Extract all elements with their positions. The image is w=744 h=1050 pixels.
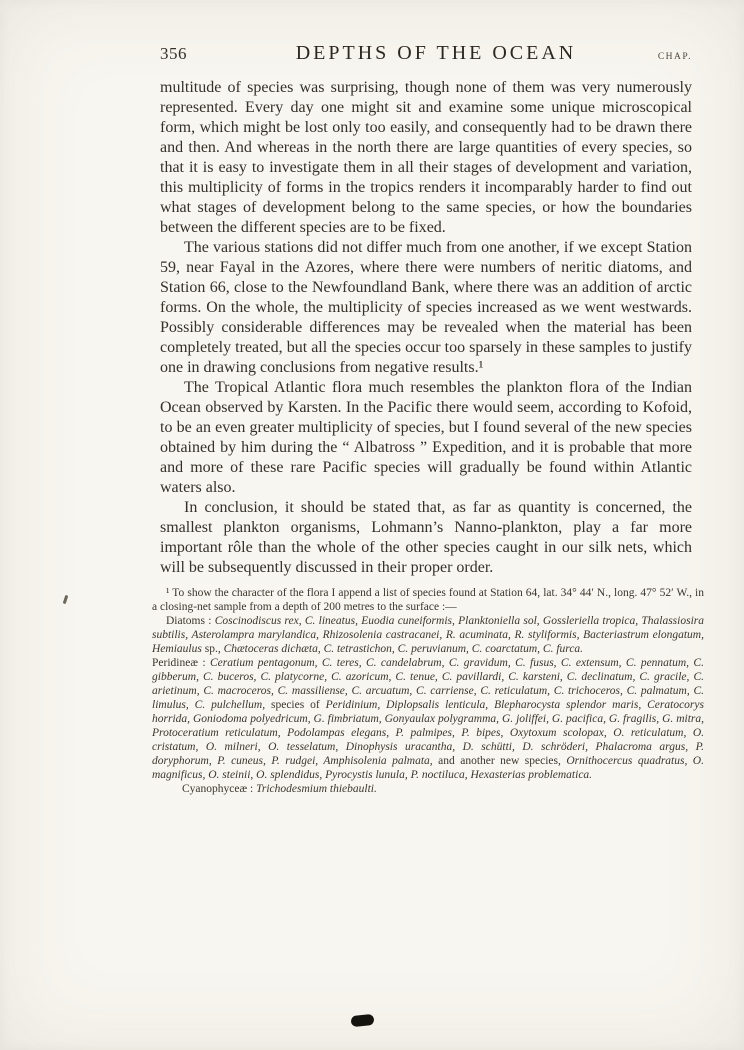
paragraph-conclusion: In conclusion, it should be stated that, as far as quantity is concerned, the smallest plankton organisms, Lohmann’s Nanno-plankton, play a far more important rôle than the whole of the other species caught in our silk nets, which will be subsequently discussed in their proper order. bbox=[160, 499, 692, 576]
paragraph-continuation: multitude of species was surprising, though none of them was very numerously represented. Every day one might sit and examine some unique microscopical form, which might be lost only too easily, and consequently had to be drawn there and then. And whereas in the north there are large quantities of every species, so that it is easy to investigate them in all their stages of development and variation, this multiplicity of forms in the tropics renders it incomparably harder to find out what stages of development belong to the same species, or how the boundaries between the different species are to be fixed. bbox=[160, 79, 692, 236]
footnote-cyanophyceae: Cyanophyceæ : Trichodesmium thiebaulti. bbox=[182, 783, 377, 795]
page-number: 356 bbox=[160, 44, 187, 63]
footnote-peridineae: Peridineæ : Ceratium pentagonum, C. teres, C. candelabrum, C. gravidum, C. fusus, C. extensum, C. pennatum, C. gibberum, C. buceros, C. platycorne, C. azoricum, C. tenue, C. pavillardi, C. karsteni, C. declinatum, C. gracile, C. arietinum, C. macroceros, C. massiliense, C. arcuatum, C. carriense, C. reticulatum, C. trichoceros, C. palmatum, C. limulus, C. pulchellum, species of Peridinium, Diplopsalis lenticula, Blepharocysta splendor maris, Ceratocorys horrida, Goniodoma polyedricum, G. fimbriatum, Gonyaulax polygramma, G. joliffei, G. pacifica, G. fragilis, G. mitra, Protoceratium reticulatum, Podolampas elegans, P. palmipes, P. bipes, Oxytoxum scolopax, O. reticulatum, O. cristatum, O. milneri, O. tesselatum, Dinophysis uracantha, D. schütti, D. schröderi, Phalacroma argus, P. doryphorum, P. cuneus, P. rudgei, Amphisolenia palmata, and another new species, Ornithocercus quadratus, O. magnificus, O. steinii, O. splendidus, Pyrocystis lunula, P. noctiluca, Hexasterias problematica. bbox=[152, 657, 704, 781]
body-text bbox=[160, 78, 692, 578]
scan-artifact bbox=[350, 1014, 374, 1027]
chapter-label: CHAP. bbox=[657, 52, 692, 62]
page-title: DEPTHS OF THE OCEAN bbox=[295, 42, 577, 64]
scan-speck bbox=[63, 595, 69, 604]
footnote bbox=[152, 586, 704, 796]
text-block bbox=[152, 42, 704, 796]
running-header bbox=[160, 42, 692, 65]
footnote-diatoms: Diatoms : Coscinodiscus rex, C. lineatus, Euodia cuneiformis, Planktoniella sol, Gossleriella tropica, Thalassiosira subtilis, Asterolampra marylandica, Rhizosolenia castracanei, R. acuminata, R. styliformis, Bacteriastrum elongatum, Hemiaulus sp., Chætoceras dichæta, C. tetrastichon, C. peruvianum, C. coarctatum, C. furca. bbox=[152, 615, 704, 655]
paragraph-tropical-atlantic: The Tropical Atlantic flora much resembles the plankton flora of the Indian Ocean observed by Karsten. In the Pacific there would seem, according to Kofoid, to be an even greater multiplicity of species, but I found several of the new species obtained by him during the “ Albatross ” Expedition, and it is probable that more and more of these rare Pacific species will gradually be found within Atlantic waters also. bbox=[160, 379, 692, 496]
paragraph-stations: The various stations did not differ much from one another, if we except Station 59, near Fayal in the Azores, where there were numbers of neritic diatoms, and Station 66, close to the Newfoundland Bank, where there was an addition of arctic forms. On the whole, the multiplicity of species increased as we went westwards. Possibly considerable differences may be revealed when the material has been completely treated, but all the species occur too sparsely in these samples to justify one in drawing conclusions from negative results.¹ bbox=[160, 239, 692, 376]
footnote-intro: ¹ To show the character of the flora I append a list of species found at Station 64, lat. 34° 44′ N., long. 47° 52′ W., in a closing-net sample from a depth of 200 metres to the surface :— bbox=[152, 587, 704, 613]
